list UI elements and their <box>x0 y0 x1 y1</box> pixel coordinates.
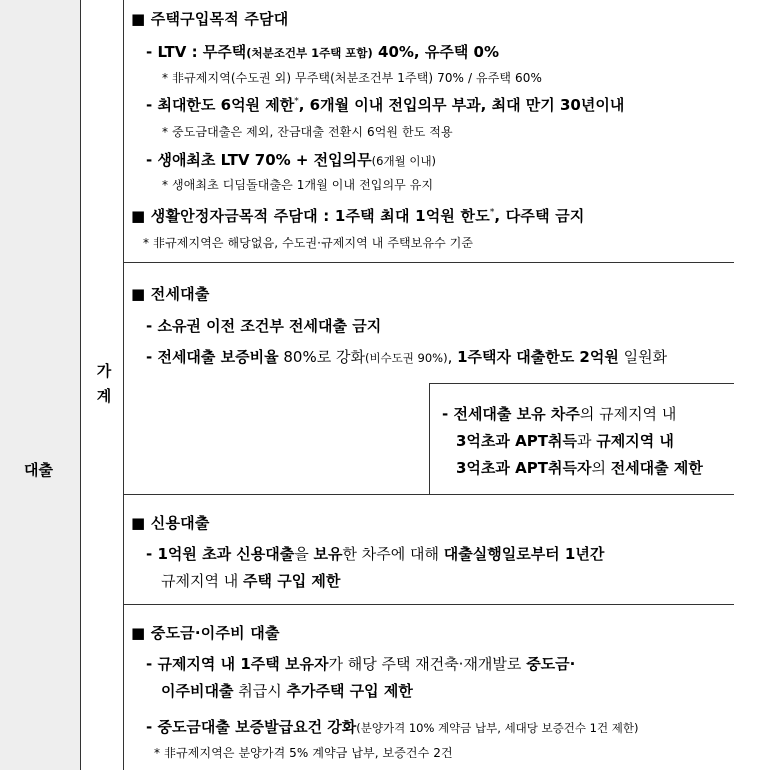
interim-loan-line-2: 이주비대출 취급시 추가주택 구입 제한 <box>161 682 413 700</box>
interim-loan-line-3: - 중도금대출 보증발급요건 강화(분양가격 10% 계약금 납부, 세대당 보증건수 1건 제한) <box>146 718 639 736</box>
section-title-living-stability: ■ 생활안정자금목적 주담대 : 1주택 최대 1억원 한도*, 다주택 금지 <box>131 207 585 225</box>
box-top-border <box>429 383 734 384</box>
column-divider-1 <box>80 0 81 770</box>
jeonse-line-2: - 전세대출 보증비율 80%로 강화(비수도권 90%), 1주택자 대출한도 2억원 일원화 <box>146 348 668 366</box>
section-title-jeonse: ■ 전세대출 <box>131 285 210 303</box>
loan-label: 대출 <box>24 461 53 479</box>
living-stability-note: * 非규제지역은 해당없음, 수도권·규제지역 내 주택보유수 기준 <box>143 236 474 250</box>
interim-loan-line-1: - 규제지역 내 1주택 보유자가 해당 주택 재건축·재개발로 중도금· <box>146 655 576 673</box>
max-limit-note: * 중도금대출은 제외, 잔금대출 전환시 6억원 한도 적용 <box>162 125 453 139</box>
column-divider-2 <box>123 0 124 770</box>
first-home-note: * 생애최초 디딤돌대출은 1개월 이내 전입의무 유지 <box>162 178 434 192</box>
jeonse-box-line-3: 3억초과 APT취득자의 전세대출 제한 <box>456 459 703 477</box>
credit-loan-line-2: 규제지역 내 주택 구입 제한 <box>161 572 341 590</box>
left-label-column <box>0 0 80 770</box>
jeonse-box-line-2: 3억초과 APT취득과 규제지역 내 <box>456 432 674 450</box>
max-limit-line: - 최대한도 6억원 제한*, 6개월 이내 전입의무 부과, 최대 만기 30년이내 <box>146 96 625 114</box>
box-left-border <box>429 383 430 494</box>
ltv-line: - LTV : 무주택(처분조건부 1주택 포함) 40%, 유주택 0% <box>146 43 500 61</box>
section-divider-1 <box>123 262 734 263</box>
section-title-purchase-mortgage: ■ 주택구입목적 주담대 <box>131 10 289 28</box>
jeonse-box-line-1: - 전세대출 보유 차주의 규제지역 내 <box>442 405 677 423</box>
interim-loan-note: * 非규제지역은 분양가격 5% 계약금 납부, 보증건수 2건 <box>154 746 453 760</box>
household-label-2: 계 <box>96 387 112 405</box>
section-divider-2 <box>123 494 734 495</box>
ltv-note: * 非규제지역(수도권 외) 무주택(처분조건부 1주택) 70% / 유주택 60% <box>162 71 542 85</box>
section-title-interim-loan: ■ 중도금·이주비 대출 <box>131 624 280 642</box>
household-label-1: 가 <box>96 362 112 380</box>
section-title-credit-loan: ■ 신용대출 <box>131 514 210 532</box>
first-home-line: - 생애최초 LTV 70% + 전입의무(6개월 이내) <box>146 151 437 169</box>
section-divider-3 <box>123 604 734 605</box>
credit-loan-line-1: - 1억원 초과 신용대출을 보유한 차주에 대해 대출실행일로부터 1년간 <box>146 545 605 563</box>
jeonse-line-1: - 소유권 이전 조건부 전세대출 금지 <box>146 317 382 335</box>
